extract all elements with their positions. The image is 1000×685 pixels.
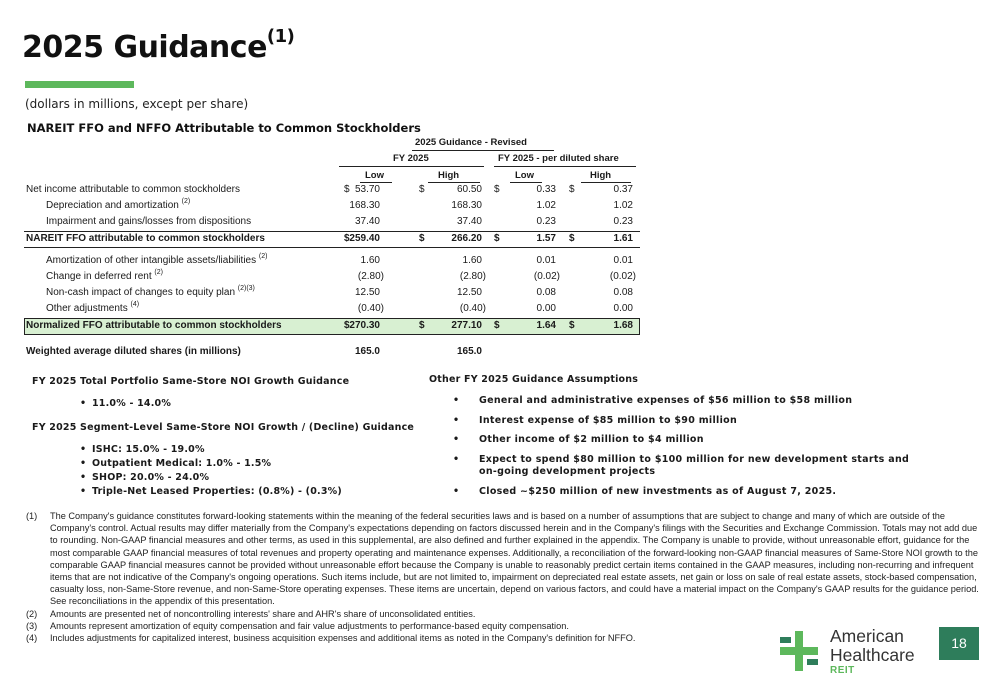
footnote: (3) Amounts represent amortization of equity compensation and fair value adjustments to performance-based equity compensation. [26,620,569,631]
footnote: (4) Includes adjustments for capitalized interest, business acquisition expenses and additional items as noted in the Company's definition for NFFO. [26,633,636,644]
list-item: • Closed ~$250 million of new investments as of August 7, 2025. [450,486,930,499]
table-row: Depreciation and amortization $^{(2)}$ 168.30 168.30 1.02 1.02 [46,198,633,211]
per-share-header: FY 2025 - per diluted share [498,153,619,164]
logo-wordmark: American Healthcare [830,626,915,665]
segment-growth-title: FY 2025 Segment-Level Same-Store NOI Growth / (Decline) Guidance [32,422,415,433]
company-logo [780,627,940,675]
footnote: (1) The Company's guidance constitutes forward-looking statements within the meaning of the federal securities laws and is based on a number of assumptions that are subject to change and many of which are outside of the Company's control. Actual results may differ materially from the Company's expectations depending on factors discussed herein and in the Company's filings with the Securities and Exchange Commission. Totals may not add due to rounding. Non-GAAP financial measures and other terms, as used in this supplemental, are also defined and further explained in the appendix. The Company is unable to provide, without unreasonable effort, guidance for the most comparable GAAP financial measures of total revenues and property operating and maintenance expenses. Additionally, a reconciliation of the forward-looking non-GAAP financial measures of Same-Store NOI growth to the comparable GAAP financial measures cannot be provided without unreasonable effort because the Company is unable to reasonably predict certain items contained in the GAAP measures, including non-recurring and infrequent items that are not indicative of the Company's ongoing operations. Such items include, but are not limited to, impairment on depreciated real estate assets, net gain or loss on sale of real estate assets, stock-based compensation, casualty loss, non-Same-Store revenue, and non-Same-Store operating expenses. These items are uncertain, depend on various factors, and could have a material impact on the Company's GAAP results for the guidance period. See reconciliations in the appendix of this presentation. [26,511,979,607]
assumptions-title: Other FY 2025 Guidance Assumptions [429,374,639,385]
list-item: • ISHC: 15.0% - 19.0% [80,444,342,458]
normalized-ffo-row: Normalized FFO attributable to common stockholders $ 270.30 $ 277.10 $ 1.64 $ 1.68 [24,318,640,335]
ps-high-header: High [590,170,612,181]
fy-header: FY 2025 [393,153,429,164]
nareit-ffo-row: NAREIT FFO attributable to common stockholders $ 259.40 $ 266.20 $ 1.57 $ 1.61 [24,231,640,248]
fy-low-header: Low [365,170,384,181]
table-row: Net income attributable to common stockholders $ 53.70 $ 60.50 $ 0.33 $ 0.37 [26,184,633,195]
logo-reit: REIT [830,665,855,676]
title-footnote-marker: (1) [266,26,295,47]
page-title: 2025 Guidance$^{(1)}$ [22,26,295,65]
page-subtitle: (dollars in millions, except per share) [25,97,249,111]
list-item: • 11.0% - 14.0% [80,398,171,412]
group-header: 2025 Guidance - Revised [415,137,527,148]
cross-logo-icon [780,631,818,671]
segment-growth-list [80,444,342,500]
total-growth-title: FY 2025 Total Portfolio Same-Store NOI Growth Guidance [32,376,350,387]
table-row: Other adjustments $^{(4)}$ (0.40) (0.40) 0.00 0.00 [46,301,633,314]
footnotes [26,510,984,644]
list-item: • SHOP: 20.0% - 24.0% [80,472,342,486]
list-item: • General and administrative expenses of $56 million to $58 million [450,395,930,408]
assumptions-list [450,395,930,505]
ps-low-header: Low [515,170,534,181]
total-growth-list [80,398,171,412]
table-row: Impairment and gains/losses from dispositions 37.40 37.40 0.23 0.23 [46,216,633,227]
table-row: Amortization of other intangible assets/liabilities $^{(2)}$ 1.60 1.60 0.01 0.01 [46,253,633,266]
shares-row: Weighted average diluted shares (in millions) 165.0 165.0 [26,346,482,357]
list-item: • Expect to spend $80 million to $100 million for new development starts and on-going development projects [450,454,930,479]
table-row: Non-cash impact of changes to equity plan $^{(2)(3)}$ 12.50 12.50 0.08 0.08 [46,285,633,298]
list-item: • Interest expense of $85 million to $90 million [450,415,930,428]
list-item: • Triple-Net Leased Properties: (0.8%) - (0.3%) [80,486,342,500]
fy-high-header: High [438,170,460,181]
list-item: • Other income of $2 million to $4 million [450,434,930,447]
accent-bar [25,81,134,88]
section-title: NAREIT FFO and NFFO Attributable to Common Stockholders [27,121,421,135]
page-number: 18 [939,627,979,660]
list-item: • Outpatient Medical: 1.0% - 1.5% [80,458,342,472]
table-row: Change in deferred rent $^{(2)}$ (2.80) (2.80) (0.02) (0.02) [46,269,636,282]
footnote: (2) Amounts are presented net of noncontrolling interests' share and AHR's share of unconsolidated entities. [26,608,476,619]
